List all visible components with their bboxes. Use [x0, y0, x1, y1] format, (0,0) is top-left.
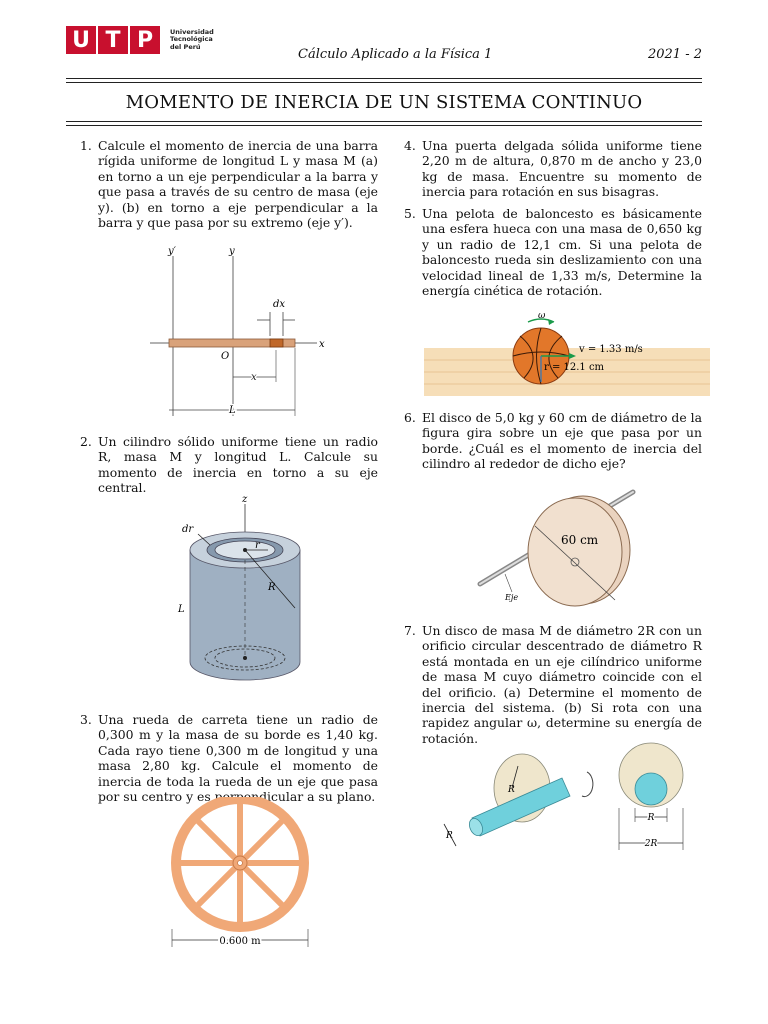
header-rule-bottom	[66, 82, 702, 83]
problem-6: 6. El disco de 5,0 kg y 60 cm de diámetro de la figura gira sobre un eje que pasa por un borde. ¿Cuál es el momento de inercia del cilindro al rededor de dicho eje?	[404, 410, 702, 472]
label-R-hole: R	[647, 813, 655, 823]
label-disk-diameter: 60 cm	[561, 533, 599, 547]
label-y: y	[229, 246, 235, 257]
label-dx: dx	[273, 299, 286, 310]
label-R-shaft: R	[446, 831, 453, 841]
document-title: MOMENTO DE INERCIA DE UN SISTEMA CONTINUO	[125, 92, 643, 113]
basketball-figure	[424, 308, 710, 396]
label-length: L	[229, 405, 236, 416]
disk-figure	[475, 480, 645, 610]
label-velocity: v = 1.33 m/s	[579, 344, 643, 355]
label-omega: ω	[538, 311, 546, 321]
rotation-arrow	[582, 772, 593, 797]
label-R-disk: R	[508, 785, 515, 795]
disk-hole-figure	[606, 738, 696, 858]
logo-letter-u: U	[66, 26, 96, 54]
cylinder-figure	[170, 490, 320, 690]
label-dr: dr	[182, 524, 194, 535]
logo-letter-p: P	[130, 26, 160, 54]
disk	[528, 498, 622, 606]
title-rule-top	[66, 121, 702, 122]
utp-logo	[66, 26, 214, 54]
disk-shaft-figure	[432, 736, 602, 856]
off-center-hole	[635, 773, 667, 805]
problem-7: 7. Un disco de masa M de diámetro 2R con un orificio circular descentrado de diámetro R está montada en un eje cilíndrico uniforme de masa M cuyo diámetro coincide con el del orificio. (a) Determine el momento de inercia del sistema. (b) Si rota con una rapidez angular ω, determine su energía de rotación.	[404, 623, 702, 746]
label-r: r	[255, 540, 260, 551]
label-2R: 2R	[644, 839, 658, 849]
problem-5: 5. Una pelota de baloncesto es básicamente una esfera hueca con una masa de 0,650 kg y un radio de 12,1 cm. Si una pelota de baloncesto rueda sin deslizamiento con una velocidad lineal de 1,33 m/s, Determine la energía cinética de rotación.	[404, 206, 702, 299]
rod-element-dx	[270, 339, 283, 347]
problem-2: 2. Un cilindro sólido uniforme tiene un radio R, masa M y longitud L. Calcule su momento de inercia en torno a su eje central.	[80, 434, 378, 496]
label-origin: O	[221, 351, 230, 362]
label-axis: Eje	[505, 593, 519, 602]
label-ball-radius: r = 12.1 cm	[544, 362, 605, 373]
rod-figure	[145, 240, 335, 420]
label-z: z	[242, 494, 248, 505]
wheel-figure	[160, 797, 320, 957]
course-name: Cálculo Aplicado a la Física 1	[298, 47, 493, 62]
problem-1: 1. Calcule el momento de inercia de una barra rígida uniforme de longitud L y masa M (a) en torno a un eje perpendicular a la barra y que pasa a través de su centro de masa (eje y). (b) en torno a eje perpendicular a la barra y que pasa por su extremo (eje y′).	[80, 138, 378, 231]
label-x-axis: x	[319, 339, 325, 350]
term-label: 2021 - 2	[647, 47, 702, 62]
label-wheel-diameter: 0.600 m	[219, 936, 261, 947]
label-y-prime: y′	[168, 246, 176, 257]
problem-3: 3. Una rueda de carreta tiene un radio de 0,300 m y la masa de su borde es 1,40 kg. Cada rayo tiene 0,300 m de longitud y una masa 2,80 kg. Calcule el momento de inercia de toda la rueda de un eje que pasa por su centro y es perpendicular a su plano.	[80, 712, 378, 805]
label-L: L	[178, 604, 185, 615]
logo-letter-t: T	[98, 26, 128, 54]
header-rule-top	[66, 78, 702, 79]
logo-university-name: Universidad Tecnológica del Perú	[170, 27, 214, 51]
label-x-distance: x	[251, 372, 257, 383]
label-R: R	[268, 582, 276, 593]
title-rule-bottom	[66, 125, 702, 126]
problem-4: 4. Una puerta delgada sólida uniforme tiene 2,20 m de altura, 0,870 m de ancho y 23,0 kg de masa. Encuentre su momento de inercia para rotación en sus bisagras.	[404, 138, 702, 200]
